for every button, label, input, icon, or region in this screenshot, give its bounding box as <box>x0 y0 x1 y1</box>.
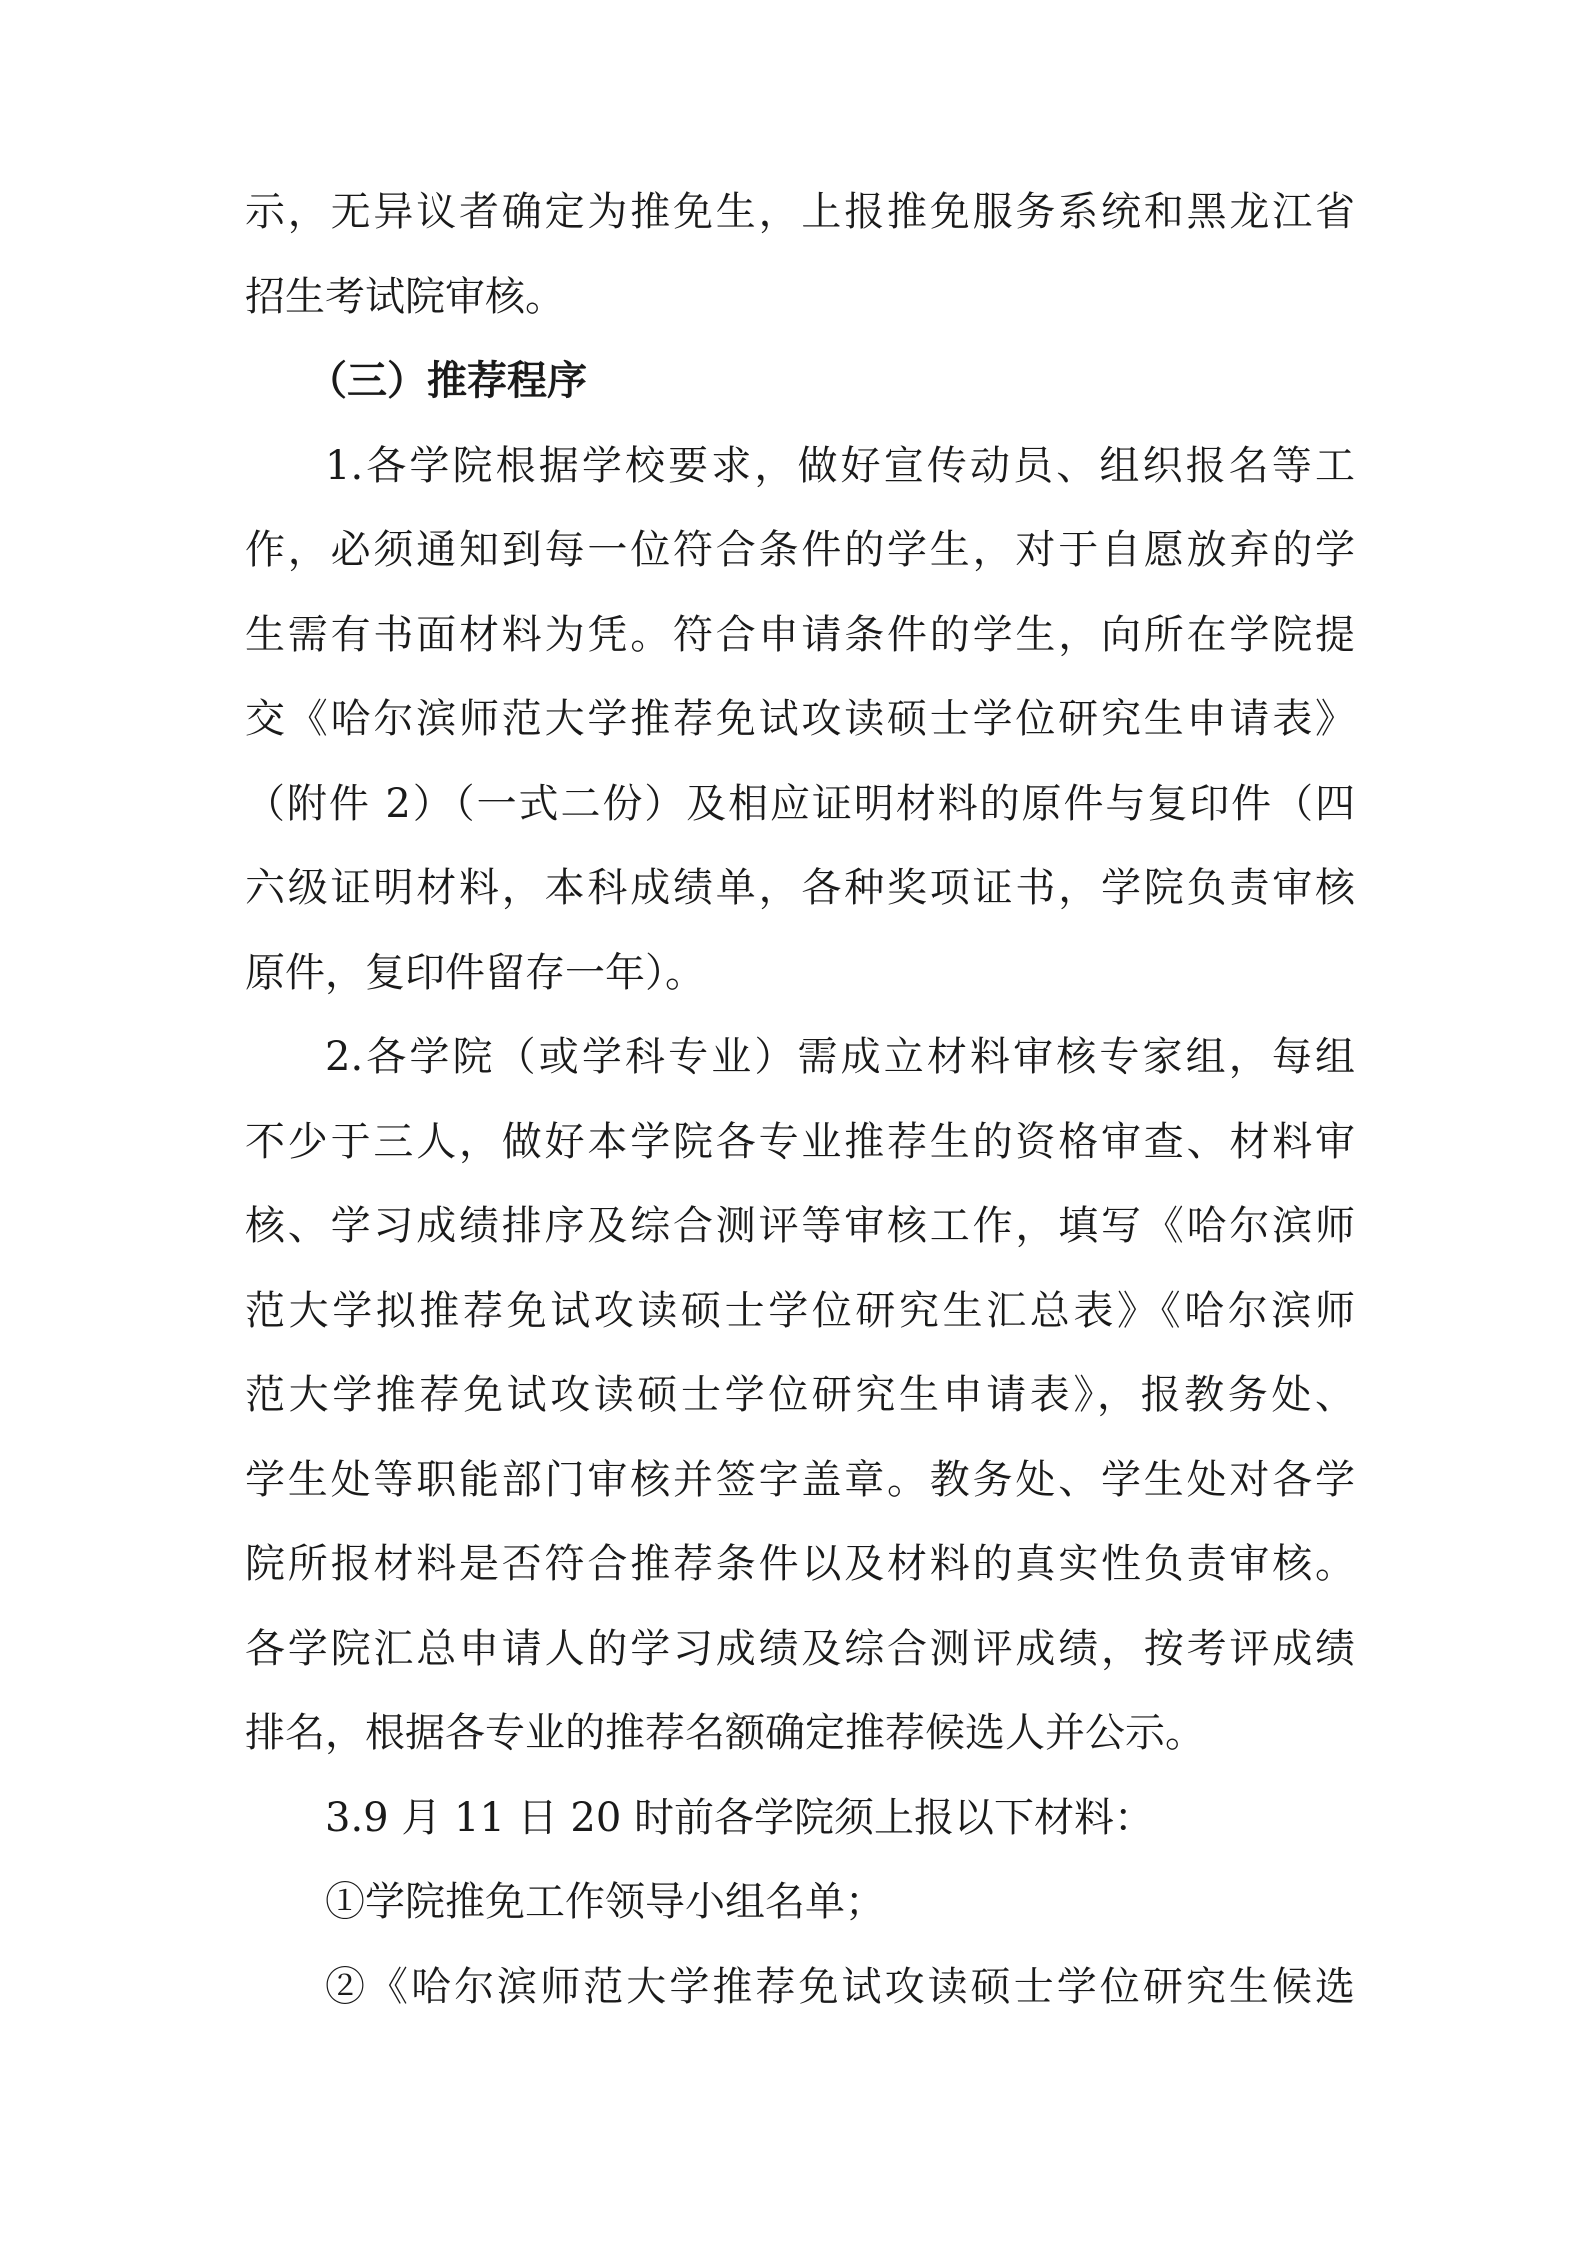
paragraph-line: 招生考试院审核。 <box>245 273 565 320</box>
paragraph-line: 不少于三人，做好本学院各专业推荐生的资格审查、材料审 <box>245 1118 1355 1165</box>
list-item: ②《哈尔滨师范大学推荐免试攻读硕士学位研究生候选 <box>325 1963 1355 2010</box>
paragraph-line: 范大学拟推荐免试攻读硕士学位研究生汇总表》《哈尔滨师 <box>245 1287 1355 1334</box>
paragraph-line: 生需有书面材料为凭。符合申请条件的学生，向所在学院提 <box>245 611 1355 658</box>
paragraph-line: 原件，复印件留存一年）。 <box>245 949 705 996</box>
paragraph-line: （附件 2）（一式二份）及相应证明材料的原件与复印件（四 <box>245 780 1355 827</box>
paragraph-line: 院所报材料是否符合推荐条件以及材料的真实性负责审核。 <box>245 1541 1355 1587</box>
paragraph-line: 核、学习成绩排序及综合测评等审核工作，填写《哈尔滨师 <box>245 1203 1355 1249</box>
paragraph-line: 交《哈尔滨师范大学推荐免试攻读硕士学位研究生申请表》 <box>245 696 1355 742</box>
list-item: ①学院推免工作领导小组名单； <box>325 1879 885 1925</box>
paragraph-line: 范大学推荐免试攻读硕士学位研究生申请表》，报教务处、 <box>245 1372 1355 1418</box>
paragraph-line: 学生处等职能部门审核并签字盖章。教务处、学生处对各学 <box>245 1456 1355 1503</box>
document-body <box>245 170 1355 2029</box>
paragraph-line: 1.各学院根据学校要求，做好宣传动员、组织报名等工 <box>325 442 1355 489</box>
paragraph-line: 六级证明材料，本科成绩单，各种奖项证书，学院负责审核 <box>245 865 1355 911</box>
paragraph-line: 各学院汇总申请人的学习成绩及综合测评成绩，按考评成绩 <box>245 1625 1355 1672</box>
paragraph-line: 作，必须通知到每一位符合条件的学生，对于自愿放弃的学 <box>245 527 1355 573</box>
section-heading: （三）推荐程序 <box>307 358 587 404</box>
paragraph-line: 排名，根据各专业的推荐名额确定推荐候选人并公示。 <box>245 1710 1205 1756</box>
paragraph-line: 3.9 月 11 日 20 时前各学院须上报以下材料： <box>325 1794 1154 1841</box>
paragraph-line: 示，无异议者确定为推免生，上报推免服务系统和黑龙江省 <box>245 189 1355 235</box>
paragraph-line: 2.各学院（或学科专业）需成立材料审核专家组，每组 <box>325 1034 1355 1080</box>
